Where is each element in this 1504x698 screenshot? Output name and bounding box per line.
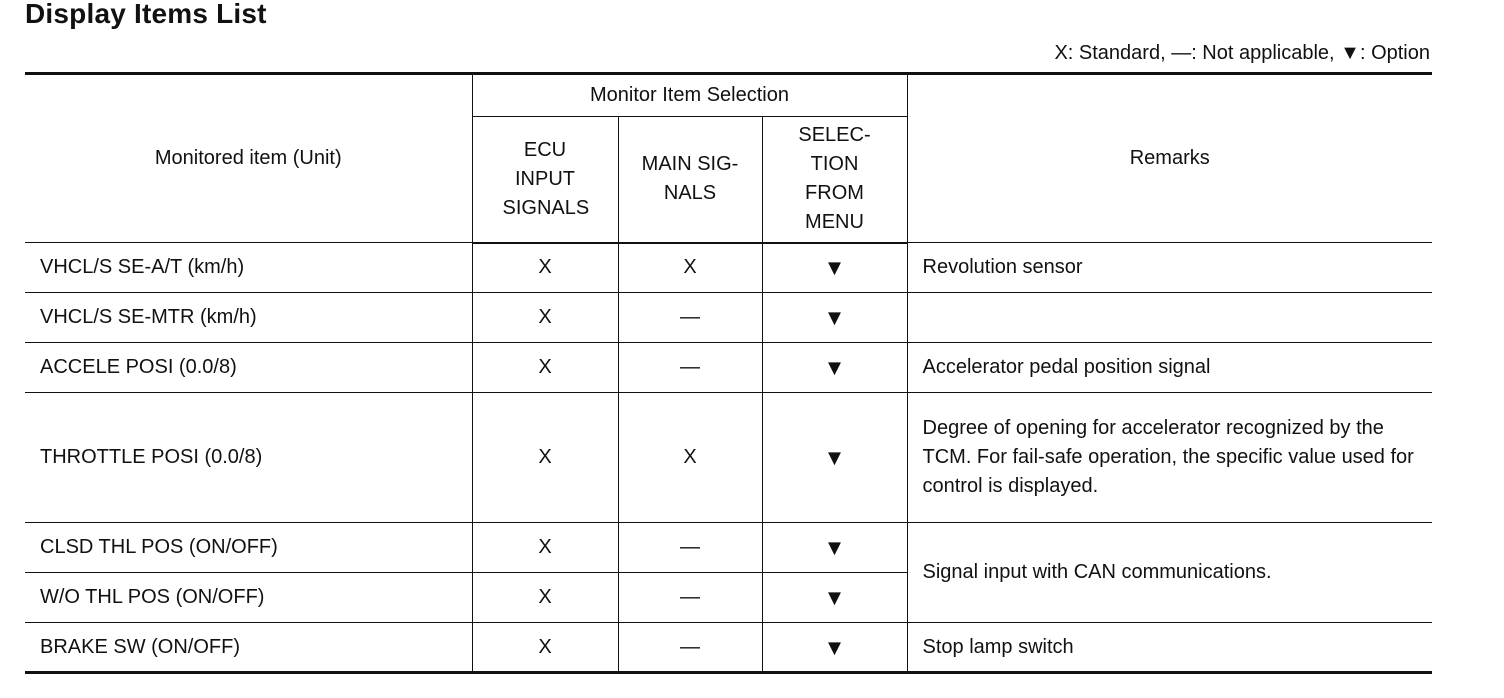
table-row (25, 343, 1432, 393)
item-cell: VHCL/S SE-MTR (km/h) (25, 293, 472, 343)
main-cell: X (618, 393, 762, 523)
item-cell: W/O THL POS (ON/OFF) (25, 573, 472, 623)
ecu-cell: X (472, 523, 618, 573)
item-cell: THROTTLE POSI (0.0/8) (25, 393, 472, 523)
header-main-signals: MAIN SIG- NALS (618, 117, 762, 243)
menu-option-icon: ▼ (762, 343, 907, 393)
header-monitor-item-selection: Monitor Item Selection (472, 74, 907, 117)
page-title: Display Items List (25, 0, 267, 29)
table-row (25, 393, 1432, 523)
menu-option-icon: ▼ (762, 623, 907, 673)
table-row (25, 523, 1432, 573)
main-cell: — (618, 623, 762, 673)
header-selection-from-menu: SELEC- TION FROM MENU (762, 117, 907, 243)
table-row (25, 243, 1432, 293)
table-row (25, 293, 1432, 343)
menu-option-icon: ▼ (762, 573, 907, 623)
remarks-cell: Stop lamp switch (907, 623, 1432, 673)
legend: X: Standard, —: Not applicable, ▼: Option (1054, 42, 1430, 64)
menu-option-icon: ▼ (762, 243, 907, 293)
menu-option-icon: ▼ (762, 393, 907, 523)
header-monitored-item: Monitored item (Unit) (25, 74, 472, 243)
main-cell: — (618, 293, 762, 343)
header-remarks: Remarks (907, 74, 1432, 243)
ecu-cell: X (472, 393, 618, 523)
ecu-cell: X (472, 343, 618, 393)
remarks-cell: Degree of opening for accelerator recognized by the TCM. For fail-safe operation, the specific value used for control is displayed. (907, 393, 1432, 523)
ecu-cell: X (472, 293, 618, 343)
display-items-table (25, 72, 1432, 674)
remarks-cell (907, 293, 1432, 343)
main-cell: X (618, 243, 762, 293)
item-cell: VHCL/S SE-A/T (km/h) (25, 243, 472, 293)
main-cell: — (618, 523, 762, 573)
header-ecu-input-signals: ECU INPUT SIGNALS (472, 117, 618, 243)
ecu-cell: X (472, 573, 618, 623)
menu-option-icon: ▼ (762, 523, 907, 573)
item-cell: CLSD THL POS (ON/OFF) (25, 523, 472, 573)
ecu-cell: X (472, 623, 618, 673)
main-cell: — (618, 573, 762, 623)
remarks-cell: Revolution sensor (907, 243, 1432, 293)
item-cell: ACCELE POSI (0.0/8) (25, 343, 472, 393)
remarks-cell: Accelerator pedal position signal (907, 343, 1432, 393)
table-row (25, 623, 1432, 673)
ecu-cell: X (472, 243, 618, 293)
remarks-cell: Signal input with CAN communications. (907, 523, 1432, 623)
main-cell: — (618, 343, 762, 393)
menu-option-icon: ▼ (762, 293, 907, 343)
item-cell: BRAKE SW (ON/OFF) (25, 623, 472, 673)
